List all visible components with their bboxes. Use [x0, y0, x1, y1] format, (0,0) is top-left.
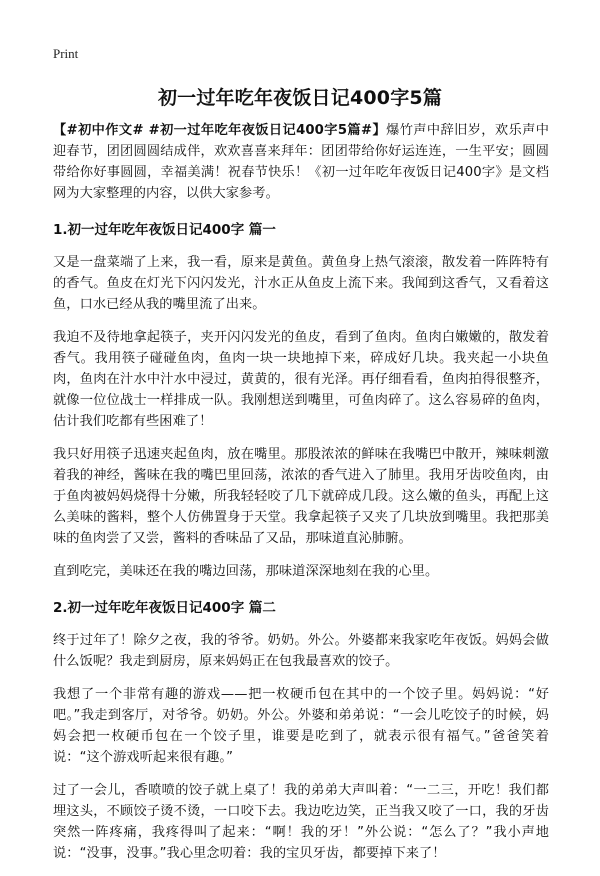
- intro-tag: 【#初中作文# #初一过年吃年夜饭日记400字5篇#】: [53, 123, 387, 138]
- section-1-paragraph-1: 又是一盘菜端了上来，我一看，原来是黄鱼。黄鱼身上热气滚滚，散发着一阵阵特有的香气。鱼皮在灯光下闪闪发光，汁水正从鱼皮上流下来。我闻到这香气，又看着这鱼，口水已经从我的嘴里流了出来。: [53, 255, 549, 312]
- intro-paragraph: [53, 120, 549, 204]
- print-link[interactable]: Print: [53, 46, 79, 61]
- section-2-paragraph-3: 过了一会儿，香喷喷的饺子就上桌了！我的弟弟大声叫着：“一二三，开吃！我们都埋这头，不顾饺子烫不烫，一口咬下去。我边吃边笑，正当我又咬了一口，我的牙齿突然一阵疼痛，我疼得叫了起来：“啊！我的牙！”外公说：“怎么了？”我小声地说：“没事，没事。”我心里念叨着：我的宝贝牙齿，都要掉下来了！: [53, 783, 549, 861]
- intro-text: 爆竹声中辞旧岁，欢乐声中迎春节，团团圆圆结成伴，欢欢喜喜来拜年：团团带给你好运连连，一生平安；圆圆带给你好事圆圆，幸福美满！祝春节快乐！《初一过年吃年夜饭日记400字》是文档网为大家整理的内容，以供大家参考。: [53, 123, 549, 201]
- section-1-paragraph-2: 我迫不及待地拿起筷子，夹开闪闪发光的鱼皮，看到了鱼肉。鱼肉白嫩嫩的，散发着香气。我用筷子碰碰鱼肉，鱼肉一块一块地掉下来，碎成好几块。我夹起一小块鱼肉，鱼肉在汁水中汁水中浸过，黄黄的，很有光泽。再仔细看看，鱼肉拍得很整齐，就像一位位战士一样排成一队。我刚想送到嘴里，可鱼肉碎了。这么容易碎的鱼肉，估计我们吃都有些困难了！: [53, 330, 549, 429]
- section-heading-2: 2.初一过年吃年夜饭日记400字 篇二: [53, 600, 276, 616]
- section-1-paragraph-4: 直到吃完，美味还在我的嘴边回荡，那味道深深地刻在我的心里。: [53, 564, 439, 579]
- page-title: 初一过年吃年夜饭日记400字5篇: [157, 87, 443, 109]
- section-2-paragraph-2: 我想了一个非常有趣的游戏——把一枚硬币包在其中的一个饺子里。妈妈说：“好吧。”我走到客厅，对爷爷。奶奶。外公。外婆和弟弟说：“一会儿吃饺子的时候，妈妈会把一枚硬币包在一个饺子里，谁要是吃到了，就表示很有福气。”爸爸笑着说：“这个游戏听起来很有趣。”: [53, 687, 549, 765]
- section-1-paragraph-3: 我只好用筷子迅速夹起鱼肉，放在嘴里。那股浓浓的鲜味在我嘴巴中散开，辣味刺激着我的神经，酱味在我的嘴巴里回荡，浓浓的香气进入了肺里。我用牙齿咬鱼肉，由于鱼肉被妈妈烧得十分嫩，所我轻轻咬了几下就碎成几段。这么嫩的鱼头，再配上这么美味的酱料，整个人仿佛置身于天堂。我拿起筷子又夹了几块放到嘴里。我把那美味的鱼肉尝了又尝，酱料的香味品了又品，那味道直沁肺腑。: [53, 447, 549, 546]
- section-2-paragraph-1: 终于过年了！除夕之夜，我的爷爷。奶奶。外公。外婆都来我家吃年夜饭。妈妈会做什么饭呢？我走到厨房，原来妈妈正在包我最喜欢的饺子。: [53, 633, 549, 669]
- article-body: [53, 120, 549, 876]
- section-heading-1: 1.初一过年吃年夜饭日记400字 篇一: [53, 222, 276, 238]
